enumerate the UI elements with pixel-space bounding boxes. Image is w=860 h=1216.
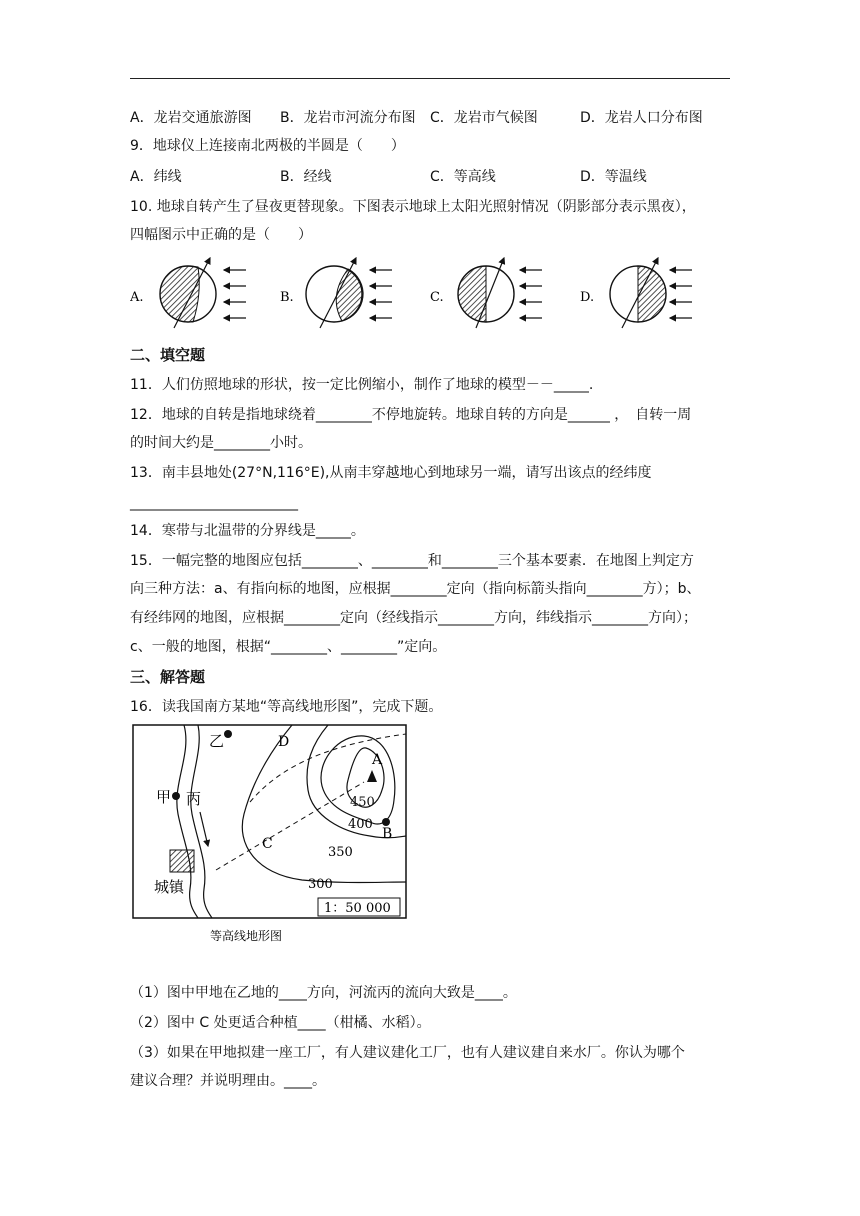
section-fill-in-heading: 二、填空题 — [130, 346, 206, 364]
q15-line3: 有经纬网的地图，应根据________定向（经线指示________方向，纬线指示________方向）； — [130, 610, 697, 626]
q9-option-c: C．等高线 — [430, 169, 496, 185]
q14: 14．寒带与北温带的分界线是_____。 — [130, 523, 365, 539]
map-caption: 等高线地形图 — [210, 929, 283, 943]
q12-line1: 12．地球的自转是指地球绕着________不停地旋转。地球自转的方向是______ ， 自转一周 — [130, 407, 692, 423]
label-c: C — [262, 836, 273, 852]
q16-part3-line2: 建议合理？并说明理由。____。 — [130, 1073, 326, 1089]
contour-label-350: 350 — [328, 845, 353, 860]
map-scale: 1：50 000 — [324, 901, 391, 916]
q10-stem-line1: 10. 地球自转产生了昼夜更替现象。下图表示地球上太阳光照射情况（阴影部分表示黑夜）， — [130, 199, 696, 215]
figure-b-label: B. — [280, 290, 294, 305]
figure-c — [430, 258, 542, 328]
figure-a-label: A. — [130, 290, 144, 305]
figure-c-label: C. — [430, 290, 444, 305]
q9-option-a: A．纬线 — [130, 169, 182, 185]
contour-map — [132, 724, 407, 946]
q8-option-b: B．龙岩市河流分布图 — [280, 110, 416, 126]
label-town: 城镇 — [154, 878, 185, 896]
q9-stem: 9．地球仪上连接南北两极的半圆是（ ） — [130, 138, 405, 154]
q11: 11．人们仿照地球的形状，按一定比例缩小，制作了地球的模型－－_____. — [130, 377, 594, 393]
q9-option-b: B．经线 — [280, 169, 332, 185]
figure-a — [130, 258, 246, 328]
q16-part2: （2）图中 C 处更适合种植____（柑橘、水稻）。 — [130, 1015, 431, 1031]
q10-stem-line2: 四幅图示中正确的是（ ） — [130, 227, 312, 243]
section-answer-heading: 三、解答题 — [130, 668, 206, 686]
q16-part1: （1）图中甲地在乙地的____方向，河流丙的流向大致是____。 — [130, 985, 517, 1001]
q9-option-d: D．等温线 — [580, 169, 647, 185]
label-d: D — [278, 734, 290, 750]
q15-line4: c、一般的地图，根据“________、________”定向。 — [130, 639, 447, 655]
q15-line2: 向三种方法：a、有指向标的地图，应根据________定向（指向标箭头指向________方）；b、 — [130, 581, 701, 597]
contour-label-300: 300 — [308, 877, 333, 892]
q13-answer-blank: ________________________ — [130, 495, 298, 511]
top-rule — [130, 78, 730, 79]
figure-d-label: D. — [580, 290, 595, 305]
q8-option-a: A．龙岩交通旅游图 — [130, 110, 252, 126]
q10-figures — [130, 256, 730, 336]
q15-line1: 15．一幅完整的地图应包括________、________和________三个基本要素．在地图上判定方 — [130, 553, 694, 569]
q16-stem: 16．读我国南方某地“等高线地形图”，完成下题。 — [130, 699, 443, 715]
q8-option-c: C．龙岩市气候图 — [430, 110, 538, 126]
label-bing: 丙 — [186, 790, 202, 808]
figure-b — [280, 258, 392, 328]
label-a: A — [372, 752, 383, 768]
label-yi: 乙 — [209, 732, 225, 750]
label-b: B — [382, 826, 393, 842]
figure-d — [580, 258, 692, 328]
q16-part3-line1: （3）如果在甲地拟建一座工厂，有人建议建化工厂，也有人建议建自来水厂。你认为哪个 — [130, 1045, 685, 1061]
q12-line2: 的时间大约是________小时。 — [130, 435, 312, 451]
q13-line1: 13．南丰县地处(27°N,116°E),从南丰穿越地心到地球另一端，请写出该点的经纬度 — [130, 465, 652, 481]
label-jia: 甲 — [156, 788, 172, 806]
contour-label-450: 450 — [350, 795, 375, 810]
q8-option-d: D．龙岩人口分布图 — [580, 110, 703, 126]
contour-label-400: 400 — [348, 817, 373, 832]
